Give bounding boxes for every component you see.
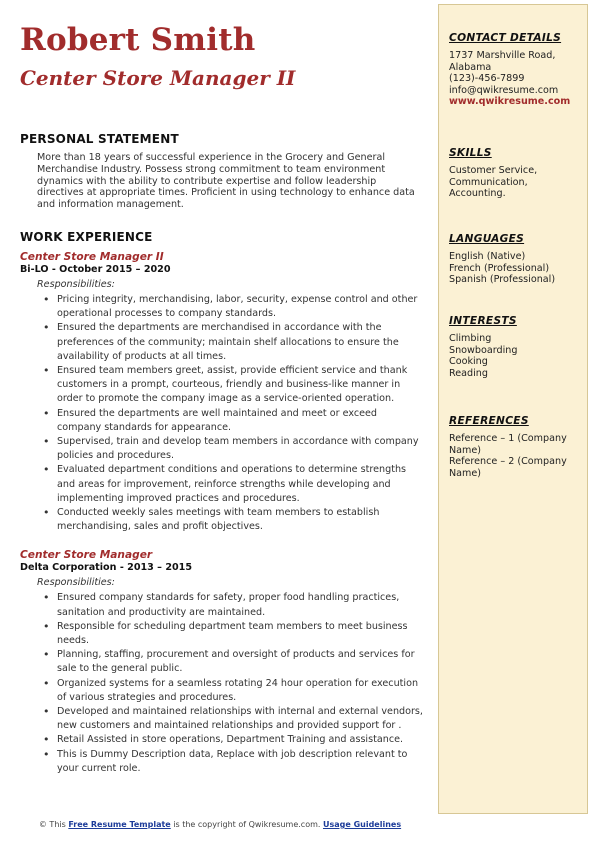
responsibilities-label: Responsibilities: bbox=[37, 577, 115, 589]
main-column bbox=[20, 132, 424, 776]
languages-section bbox=[449, 233, 583, 286]
footer-text: is the copyright of Qwikresume.com. bbox=[170, 820, 323, 829]
job-entry bbox=[20, 251, 424, 534]
list-item: • Ensured team members greet, assist, provide efficient service and thank customers in a prompt, courteous, friendly and business-like manner in order to promote the company image as a service-oriented operation. bbox=[43, 364, 424, 407]
list-item: • Evaluated department conditions and operations to determine strengths and areas for improvement, reinforce strengths while developing and implementing improved practices and procedures. bbox=[43, 463, 424, 506]
list-item: • This is Dummy Description data, Replace with job description relevant to your current role. bbox=[43, 748, 424, 776]
sidebar bbox=[438, 4, 588, 814]
list-item: • Responsible for scheduling department team members to meet business needs. bbox=[43, 620, 424, 648]
responsibility-list bbox=[20, 591, 424, 776]
reference-item: Reference – 1 (Company Name) bbox=[449, 433, 567, 456]
website-link[interactable]: www.qwikresume.com bbox=[449, 96, 571, 108]
skills-heading: SKILLS bbox=[449, 147, 492, 159]
job-title: Center Store Manager bbox=[20, 549, 153, 562]
responsibility-list bbox=[20, 293, 424, 534]
languages-heading: LANGUAGES bbox=[449, 233, 525, 245]
usage-guidelines-link[interactable]: Usage Guidelines bbox=[322, 820, 402, 829]
free-resume-template-link[interactable]: Free Resume Template bbox=[68, 820, 171, 829]
list-item: • Ensured the departments are merchandised in accordance with the preferences of the community; maintain shelf allocations to ensure the availability of products at all times. bbox=[43, 321, 424, 364]
interest-item: Cooking bbox=[449, 356, 488, 368]
references-list bbox=[449, 433, 583, 479]
language-item: English (Native) bbox=[449, 251, 526, 262]
candidate-name: Robert Smith bbox=[20, 22, 256, 58]
email-address[interactable]: info@qwikresume.com bbox=[449, 84, 559, 96]
list-item: • Organized systems for a seamless rotating 24 hour operation for execution of various strategies and procedures. bbox=[43, 677, 424, 705]
job-entry bbox=[20, 549, 424, 776]
list-item: • Ensured the departments are well maintained and meet or exceed company standards for appearance. bbox=[43, 407, 424, 435]
references-heading: REFERENCES bbox=[449, 415, 529, 427]
language-item: French (Professional) bbox=[449, 262, 550, 274]
contact-heading: CONTACT DETAILS bbox=[449, 32, 562, 44]
skill-item: Accounting. bbox=[449, 188, 506, 200]
phone-number: (123)-456-7899 bbox=[449, 73, 525, 85]
responsibilities-label: Responsibilities: bbox=[37, 278, 115, 290]
personal-statement-text: More than 18 years of successful experience in the Grocery and General Merchandise Industry. Possess strong commitment to team environment dynamics with the ability to contribute expertise and follow leadership directives at appropriate times. Proficient in using technology to enhance data and information management. bbox=[37, 152, 415, 211]
skills-section bbox=[449, 147, 583, 200]
list-item: • Supervised, train and develop team members in accordance with company policies and procedures. bbox=[43, 435, 424, 463]
interest-item: Snowboarding bbox=[449, 344, 518, 356]
interest-item: Climbing bbox=[449, 333, 492, 344]
skill-item: Communication, bbox=[449, 176, 528, 188]
contact-section bbox=[449, 32, 583, 108]
list-item: • Retail Assisted in store operations, Department Training and assistance. bbox=[43, 733, 424, 747]
address-line: 1737 Marshville Road, bbox=[449, 50, 556, 61]
list-item: • Developed and maintained relationships with internal and external vendors, new customers and maintained relationships and provided support for . bbox=[43, 705, 424, 733]
footer-text: © This bbox=[38, 820, 69, 829]
personal-statement-heading: PERSONAL STATEMENT bbox=[20, 132, 179, 146]
list-item: • Planning, staffing, procurement and oversight of products and services for sale to the general public. bbox=[43, 648, 424, 676]
job-company-dates: Delta Corporation - 2013 – 2015 bbox=[20, 562, 193, 574]
copyright-footer bbox=[0, 820, 440, 829]
work-experience-heading: WORK EXPERIENCE bbox=[20, 229, 153, 244]
languages-list bbox=[449, 251, 583, 286]
references-section bbox=[449, 415, 583, 479]
address-line: Alabama bbox=[449, 61, 492, 73]
reference-item: Reference – 2 (Company Name) bbox=[449, 456, 567, 479]
interests-heading: INTERESTS bbox=[449, 315, 517, 327]
language-item: Spanish (Professional) bbox=[449, 274, 556, 286]
list-item: • Ensured company standards for safety, proper food handling practices, sanitation and productivity are maintained. bbox=[43, 591, 424, 619]
skill-item: Customer Service, bbox=[449, 165, 538, 176]
list-item: • Conducted weekly sales meetings with team members to establish merchandising, sales and profit objectives. bbox=[43, 506, 424, 534]
skills-list bbox=[449, 165, 583, 200]
interest-item: Reading bbox=[449, 367, 488, 379]
list-item: • Pricing integrity, merchandising, labor, security, expense control and other operational processes to company standards. bbox=[43, 293, 424, 321]
job-title: Center Store Manager II bbox=[20, 250, 164, 263]
candidate-title: Center Store Manager II bbox=[20, 66, 296, 90]
job-company-dates: Bi-LO - October 2015 – 2020 bbox=[20, 263, 171, 275]
interests-section bbox=[449, 315, 583, 379]
interests-list bbox=[449, 333, 583, 379]
contact-details bbox=[449, 50, 583, 108]
